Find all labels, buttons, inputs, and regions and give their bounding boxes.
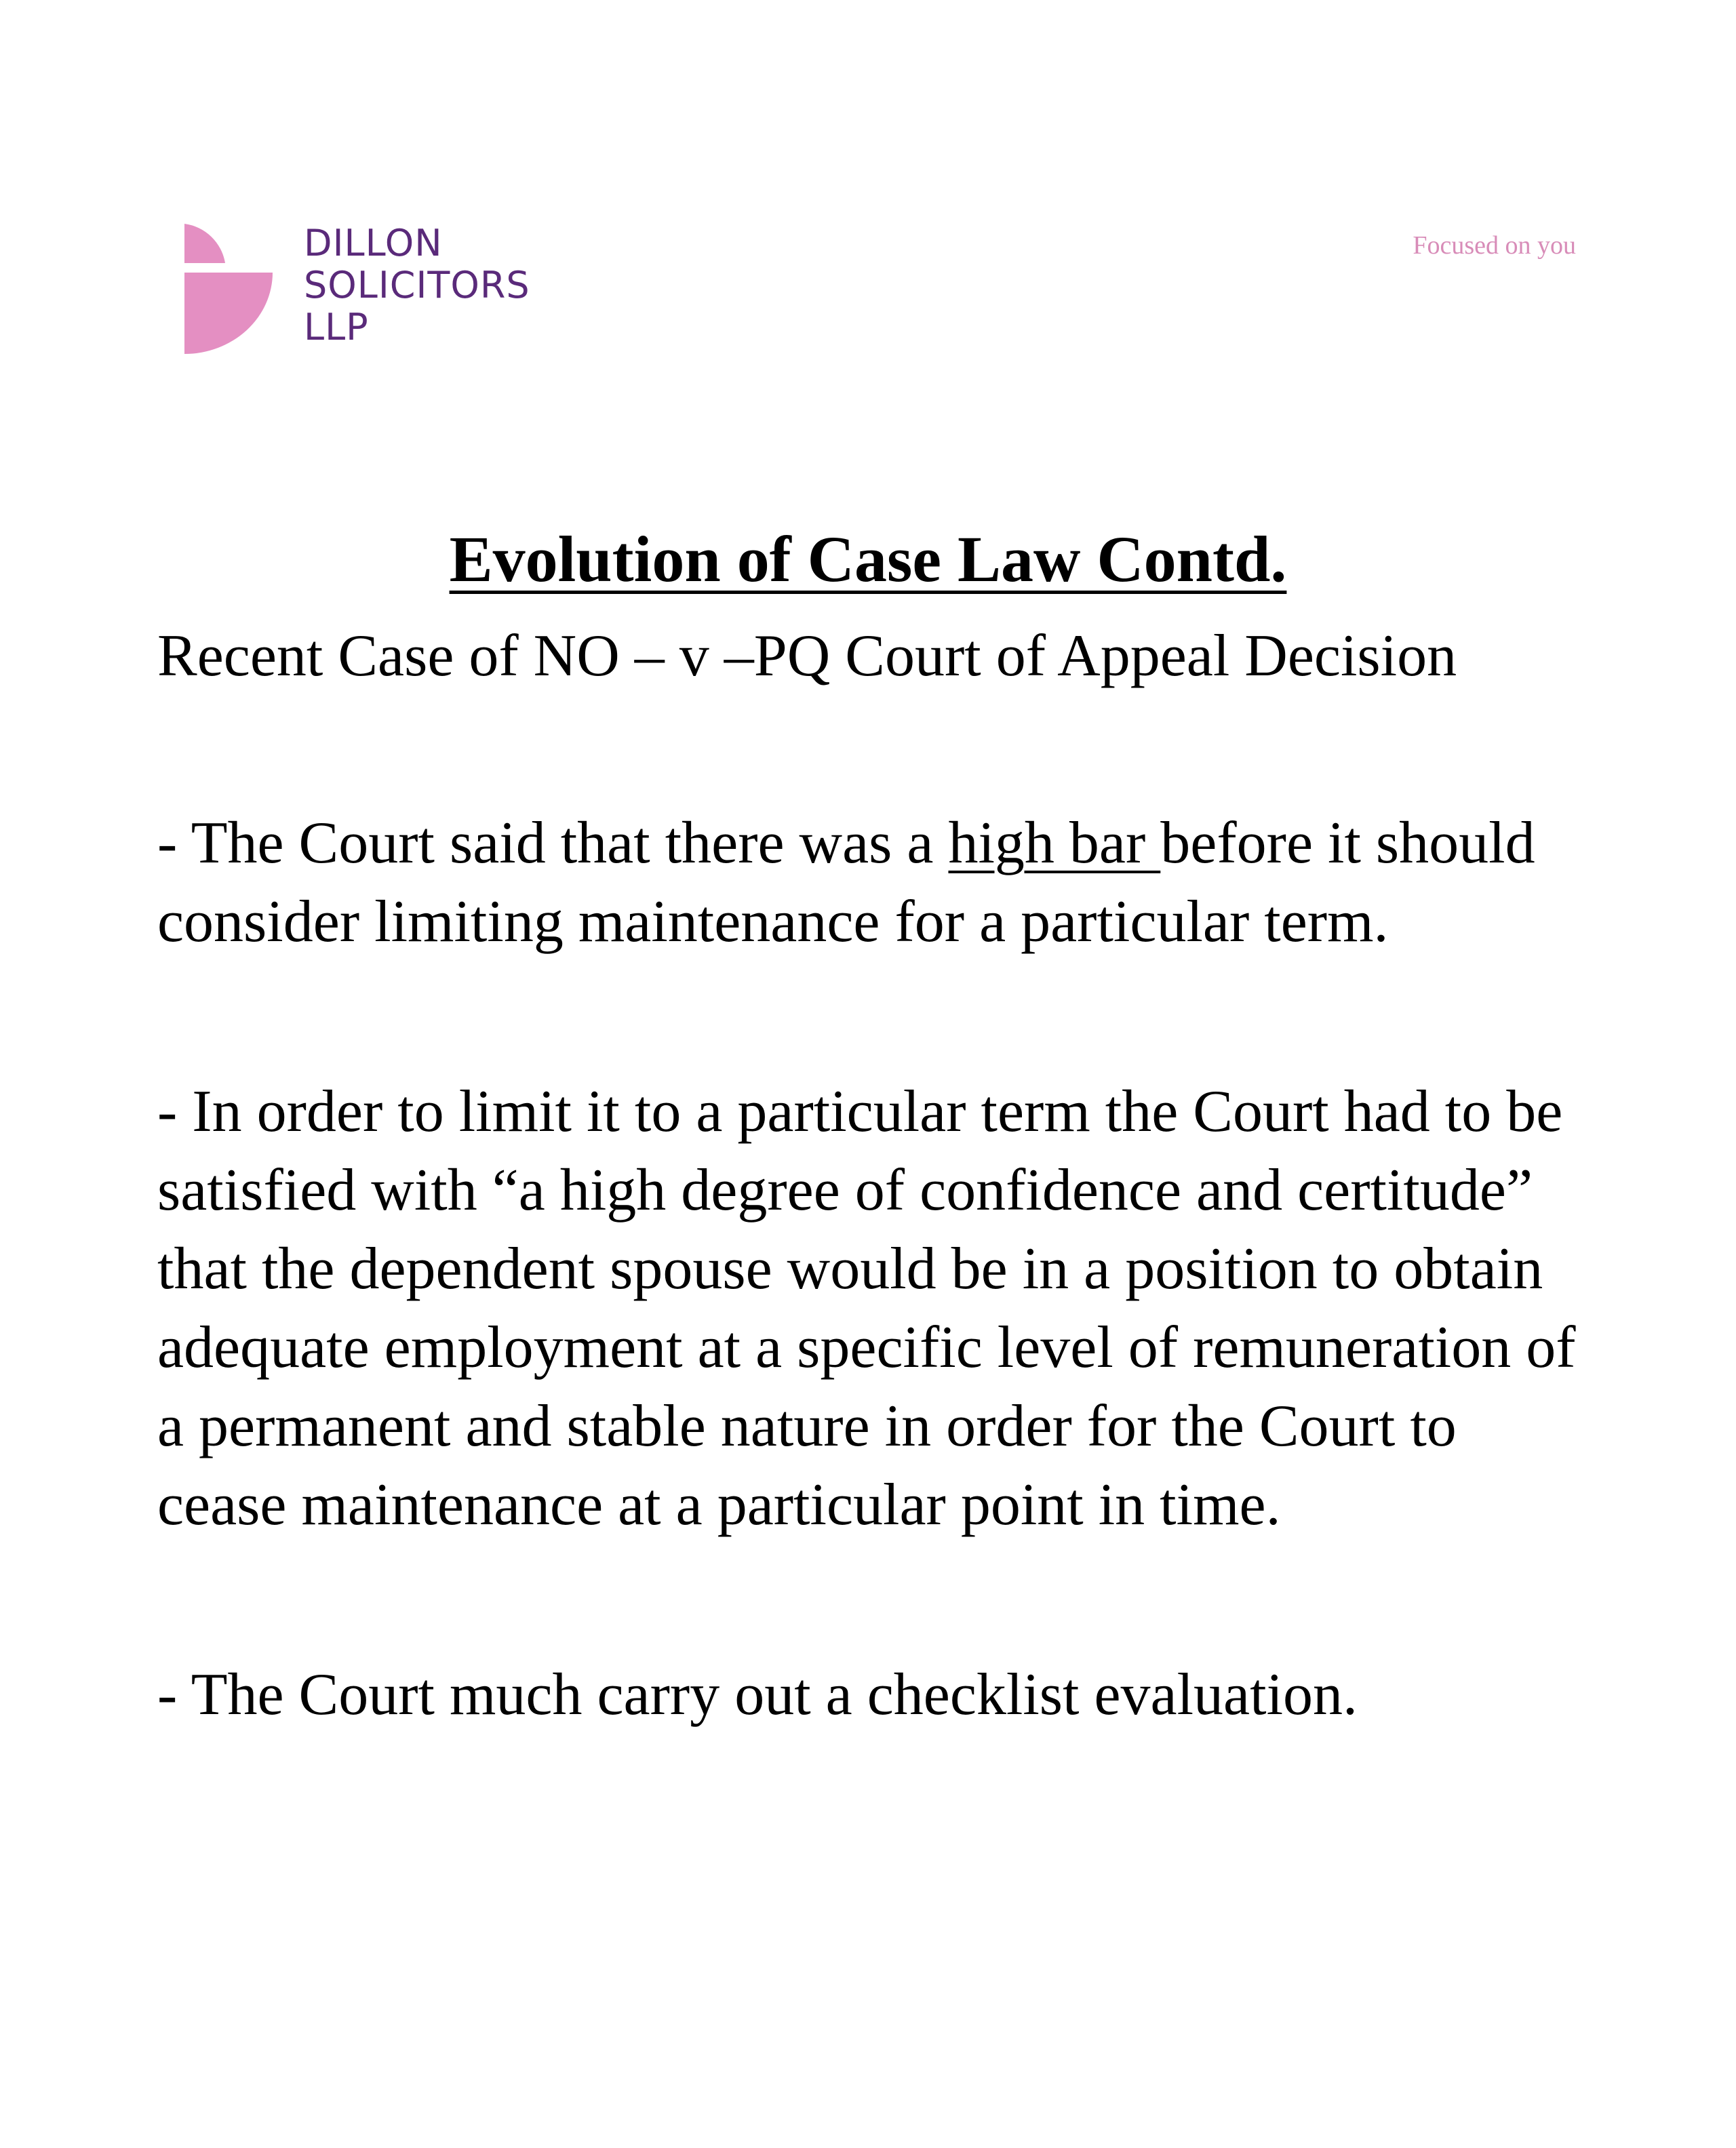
document-body — [157, 617, 1595, 1734]
paragraph-1-after: before it should consider limiting maintenance for a particular term. — [157, 810, 1535, 955]
logo-line-2: SOLICITORS — [304, 264, 530, 306]
logo-line-3: LLP — [304, 306, 369, 349]
paragraph-high-bar — [157, 804, 1595, 961]
document-title — [0, 522, 1736, 597]
case-subtitle: Recent Case of NO – v –PQ Court of Appeal Decision — [157, 623, 1457, 689]
paragraph-checklist: - The Court much carry out a checklist evaluation. — [157, 1662, 1358, 1728]
paragraph-1-emphasis: high bar — [948, 810, 1161, 876]
paragraph-particular-term: - In order to limit it to a particular term the Court had to be satisfied with “a high degree of confidence and certitude” that the dependent spouse would be in a position to obtain adequate employment at a specific level of remuneration of a permanent and stable nature in order for the Court to cease maintenance at a particular point in time. — [157, 1079, 1576, 1538]
firm-logo-icon — [184, 224, 279, 354]
firm-logo-wordmark — [304, 222, 656, 349]
document-title-text: Evolution of Case Law Contd. — [449, 523, 1287, 595]
logo-line-1: DILLON — [304, 222, 443, 264]
firm-tagline: Focused on you — [1413, 231, 1576, 260]
paragraph-1-before: - The Court said that there was a — [157, 810, 949, 876]
